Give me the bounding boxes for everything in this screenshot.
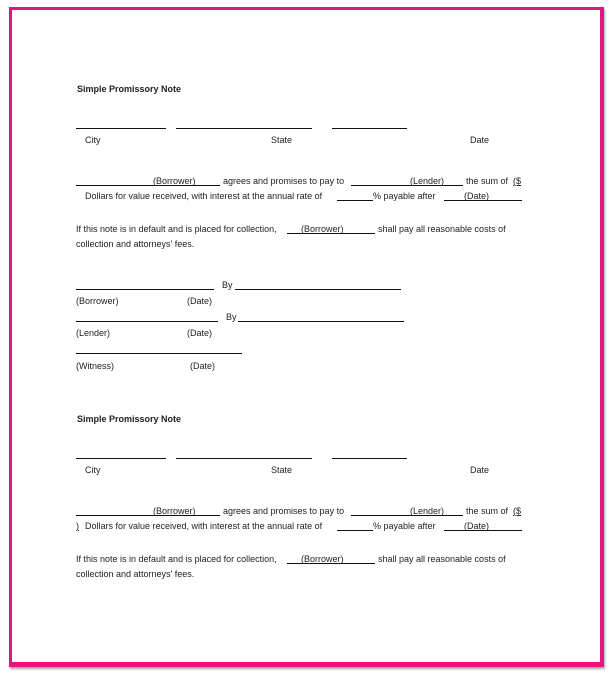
default-text-2: If this note is in default and is placed for collection, bbox=[76, 554, 277, 564]
state-label: State bbox=[271, 135, 293, 145]
city-line bbox=[76, 128, 166, 129]
dollars-text: Dollars for value received, with interest at the annual rate of bbox=[85, 191, 323, 201]
date-line-2 bbox=[332, 458, 407, 459]
city-line-2 bbox=[76, 458, 166, 459]
close-paren-2: ) bbox=[76, 521, 79, 531]
lender-label-2: (Lender) bbox=[410, 506, 445, 516]
lender-signature-line bbox=[76, 321, 218, 322]
date-line bbox=[332, 128, 407, 129]
by-lender-line bbox=[238, 321, 404, 322]
city-label-2: City bbox=[85, 465, 101, 475]
sig-lender-label: (Lender) bbox=[76, 328, 111, 338]
dollars-text-2: Dollars for value received, with interest at the annual rate of bbox=[85, 521, 323, 531]
after-date-label: (Date) bbox=[464, 191, 490, 201]
lender-line-2 bbox=[351, 515, 463, 516]
state-label-2: State bbox=[271, 465, 293, 475]
by-lender: By bbox=[226, 312, 237, 322]
borrower-signature-line bbox=[76, 289, 214, 290]
sig-witness-label: (Witness) bbox=[76, 361, 114, 371]
shall-pay-text-2: shall pay all reasonable costs of bbox=[378, 554, 506, 564]
lender-line bbox=[351, 185, 463, 186]
fees-text-2: collection and attorneys' fees. bbox=[76, 569, 195, 579]
borrower-label: (Borrower) bbox=[153, 176, 196, 186]
lender-label: (Lender) bbox=[410, 176, 445, 186]
payable-text-2: % payable after bbox=[373, 521, 436, 531]
sum-text-2: the sum of bbox=[466, 506, 509, 516]
borrower-line bbox=[76, 185, 220, 186]
witness-signature-line bbox=[76, 353, 242, 354]
shall-pay-text: shall pay all reasonable costs of bbox=[378, 224, 506, 234]
default-borrower-label-2: (Borrower) bbox=[301, 554, 344, 564]
by-borrower-line bbox=[235, 289, 401, 290]
sig-witness-date: (Date) bbox=[190, 361, 216, 371]
date-label-2: Date bbox=[470, 465, 490, 475]
rate-line bbox=[337, 200, 373, 201]
dollar-sign-2: ($ bbox=[513, 506, 522, 516]
sig-lender-date: (Date) bbox=[187, 328, 213, 338]
note2-title: Simple Promissory Note bbox=[77, 414, 182, 424]
rate-line-2 bbox=[337, 530, 373, 531]
borrower-label-2: (Borrower) bbox=[153, 506, 196, 516]
city-label: City bbox=[85, 135, 101, 145]
by-borrower: By bbox=[222, 280, 233, 290]
note1-title: Simple Promissory Note bbox=[77, 84, 182, 94]
after-date-label-2: (Date) bbox=[464, 521, 490, 531]
agrees-text-2: agrees and promises to pay to bbox=[223, 506, 345, 516]
sig-borrower-label: (Borrower) bbox=[76, 296, 119, 306]
state-line-2 bbox=[176, 458, 312, 459]
sum-text: the sum of bbox=[466, 176, 509, 186]
default-borrower-label: (Borrower) bbox=[301, 224, 344, 234]
fees-text: collection and attorneys' fees. bbox=[76, 239, 195, 249]
default-text: If this note is in default and is placed for collection, bbox=[76, 224, 277, 234]
borrower-line-2 bbox=[76, 515, 220, 516]
agrees-text: agrees and promises to pay to bbox=[223, 176, 345, 186]
state-line bbox=[176, 128, 312, 129]
dollar-sign: ($ bbox=[513, 176, 522, 186]
payable-text: % payable after bbox=[373, 191, 436, 201]
sig-borrower-date: (Date) bbox=[187, 296, 213, 306]
date-label: Date bbox=[470, 135, 490, 145]
